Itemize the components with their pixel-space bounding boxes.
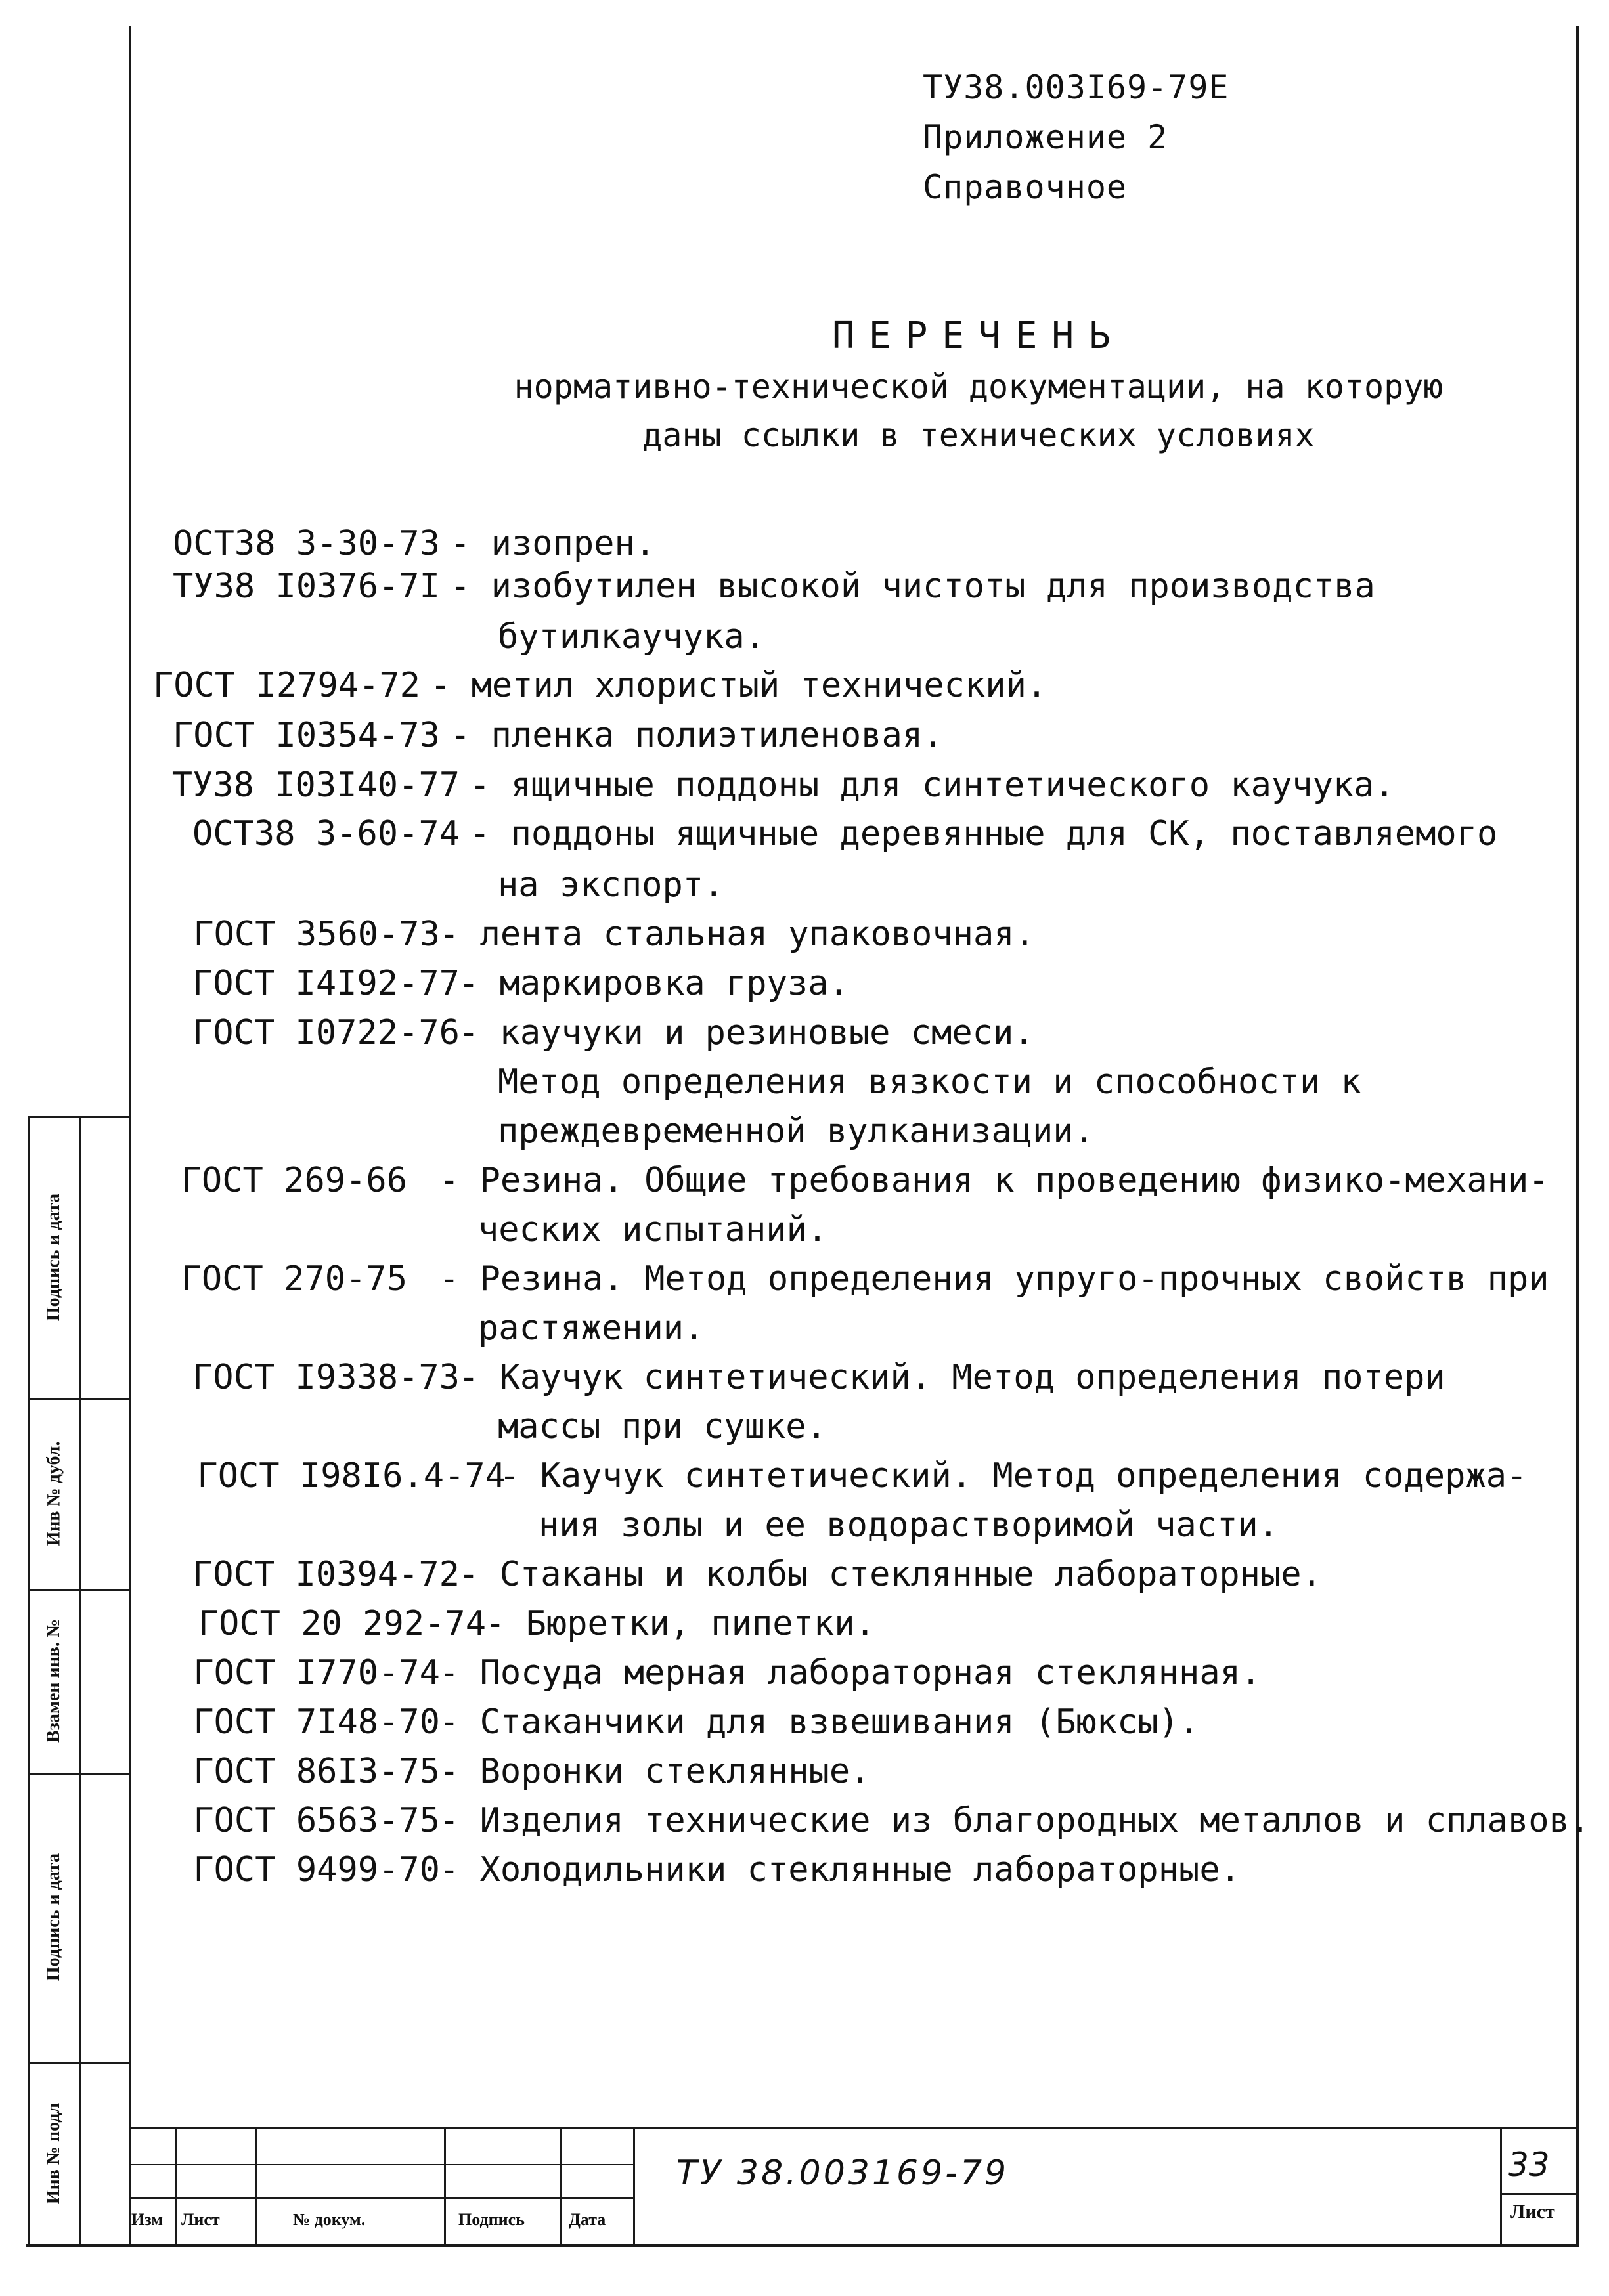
side-replace-inv-label: Взамен инв. № <box>43 1618 64 1743</box>
reference-desc: - Стаканы и колбы стеклянные лабораторные. <box>458 1555 1322 1594</box>
reference-code: ГОСТ I0354-73 <box>173 716 440 755</box>
reference-code: ГОСТ I98I6.4-74 <box>197 1456 506 1496</box>
reference-code: ГОСТ 7I48-70 <box>193 1702 440 1742</box>
side-dup-inv-label: Инв № дубл. <box>43 1441 64 1546</box>
reference-code: ГОСТ 269-66 <box>181 1161 407 1200</box>
reference-code: ТУ38 I0376-7I <box>173 567 440 606</box>
reference-code: ОСТ38 3-60-74 <box>192 814 460 854</box>
title-block-col-line <box>255 2127 257 2244</box>
title-block-col-line <box>175 2127 177 2244</box>
title-block-col-line <box>560 2127 562 2244</box>
reference-desc: - пленка полиэтиленовая. <box>450 716 944 755</box>
reference-desc: - каучуки и резиновые смеси. <box>458 1013 1034 1052</box>
reference-desc: - Каучук синтетический. Метод определения содержа- <box>499 1456 1528 1496</box>
col-change-label: Изм <box>131 2210 164 2229</box>
side-sign-date-bottom-label: Подпись и дата <box>43 1853 64 1982</box>
reference-desc: массы при сушке. <box>498 1407 827 1446</box>
reference-code: ГОСТ I770-74 <box>193 1653 440 1693</box>
reference-code: ГОСТ 86I3-75 <box>193 1752 440 1791</box>
reference-desc: - поддоны ящичные деревянные для СК, поставляемого <box>470 814 1498 854</box>
title-block-row-line <box>129 2197 634 2199</box>
document-header <box>923 62 1229 212</box>
reference-desc: - изобутилен высокой чистоты для производства <box>450 567 1375 606</box>
title-block-doc-number: ТУ 38.003169-79 <box>676 2154 1009 2193</box>
reference-code: ГОСТ 3560-73 <box>193 915 440 954</box>
reference-desc: - Посуда мерная лабораторная стеклянная. <box>439 1653 1262 1693</box>
title-block-row-line <box>129 2164 634 2165</box>
reference-desc: на экспорт. <box>498 865 724 905</box>
col-doc-label: № докум. <box>293 2210 366 2229</box>
reference-code: ГОСТ 20 292-74 <box>198 1604 486 1643</box>
sheet-cell-divider <box>1500 2193 1579 2195</box>
reference-desc: преждевременной вулканизации. <box>498 1112 1094 1151</box>
reference-code: ГОСТ 270-75 <box>181 1259 407 1299</box>
reference-desc: - Стаканчики для взвешивания (Бюксы). <box>439 1702 1200 1742</box>
reference-desc: бутилкаучука. <box>498 617 765 657</box>
col-sign-label: Подпись <box>458 2210 525 2229</box>
reference-desc: - лента стальная упаковочная. <box>439 915 1035 954</box>
reference-desc: - изопрен. <box>450 524 656 563</box>
reference-desc: - Холодильники стеклянные лабораторные. <box>439 1850 1241 1890</box>
col-date-label: Дата <box>569 2210 606 2229</box>
side-sign-date-top-label: Подпись и дата <box>43 1193 64 1322</box>
reference-code: ГОСТ I0394-72 <box>192 1555 460 1594</box>
reference-code: ТУ38 I03I40-77 <box>171 766 460 805</box>
title-block-col-line <box>633 2127 635 2244</box>
reference-code: ОСТ38 3-30-73 <box>173 524 440 563</box>
reference-desc: растяжении. <box>478 1309 705 1348</box>
header-kind: Справочное <box>923 168 1128 206</box>
side-orig-inv-label: Инв № подл <box>43 2102 64 2205</box>
reference-code: ГОСТ 9499-70 <box>193 1850 440 1890</box>
reference-desc: - Изделия технические из благородных металлов и сплавов. <box>439 1801 1591 1840</box>
reference-desc: Метод определения вязкости и способности к <box>498 1062 1361 1102</box>
reference-desc: - Бюретки, пипетки. <box>485 1604 875 1643</box>
title-main: ПЕРЕЧЕНЬ <box>832 314 1125 357</box>
reference-code: ГОСТ I4I92-77 <box>192 964 460 1003</box>
reference-desc: - маркировка груза. <box>458 964 849 1003</box>
title-line-2: даны ссылки в технических условиях <box>642 416 1315 454</box>
header-doc-code: ТУ38.003I69-79Е <box>923 68 1229 106</box>
reference-code: ГОСТ I0722-76 <box>192 1013 460 1052</box>
reference-desc: ческих испытаний. <box>478 1210 828 1249</box>
reference-desc: - ящичные поддоны для синтетического каучука. <box>470 766 1395 805</box>
reference-desc: - Каучук синтетический. Метод определения потери <box>458 1358 1445 1397</box>
title-line-1: нормативно-технической документации, на которую <box>514 368 1444 406</box>
reference-code: ГОСТ 6563-75 <box>193 1801 440 1840</box>
title-block-col-line <box>1500 2127 1502 2244</box>
reference-desc: - метил хлористый технический. <box>430 666 1047 705</box>
reference-desc: - Резина. Метод определения упруго-прочных свойств при <box>439 1259 1549 1299</box>
reference-desc: ния золы и ее водорастворимой части. <box>539 1505 1279 1545</box>
header-appendix: Приложение 2 <box>923 118 1168 156</box>
reference-code: ГОСТ I9338-73 <box>192 1358 460 1397</box>
col-sheet-label: Лист <box>181 2210 220 2229</box>
frame-bottom-line <box>26 2244 1579 2247</box>
reference-desc: - Резина. Общие требования к проведению физико-механи- <box>439 1161 1549 1200</box>
title-block-top-line <box>129 2127 1579 2129</box>
side-orig-inv <box>29 2062 79 2245</box>
title-block-col-line <box>444 2127 446 2244</box>
sheet-label: Лист <box>1510 2201 1555 2222</box>
list-title <box>0 310 1609 460</box>
page-number: 33 <box>1508 2146 1550 2184</box>
reference-desc: - Воронки стеклянные. <box>439 1752 871 1791</box>
reference-code: ГОСТ I2794-72 <box>153 666 420 705</box>
